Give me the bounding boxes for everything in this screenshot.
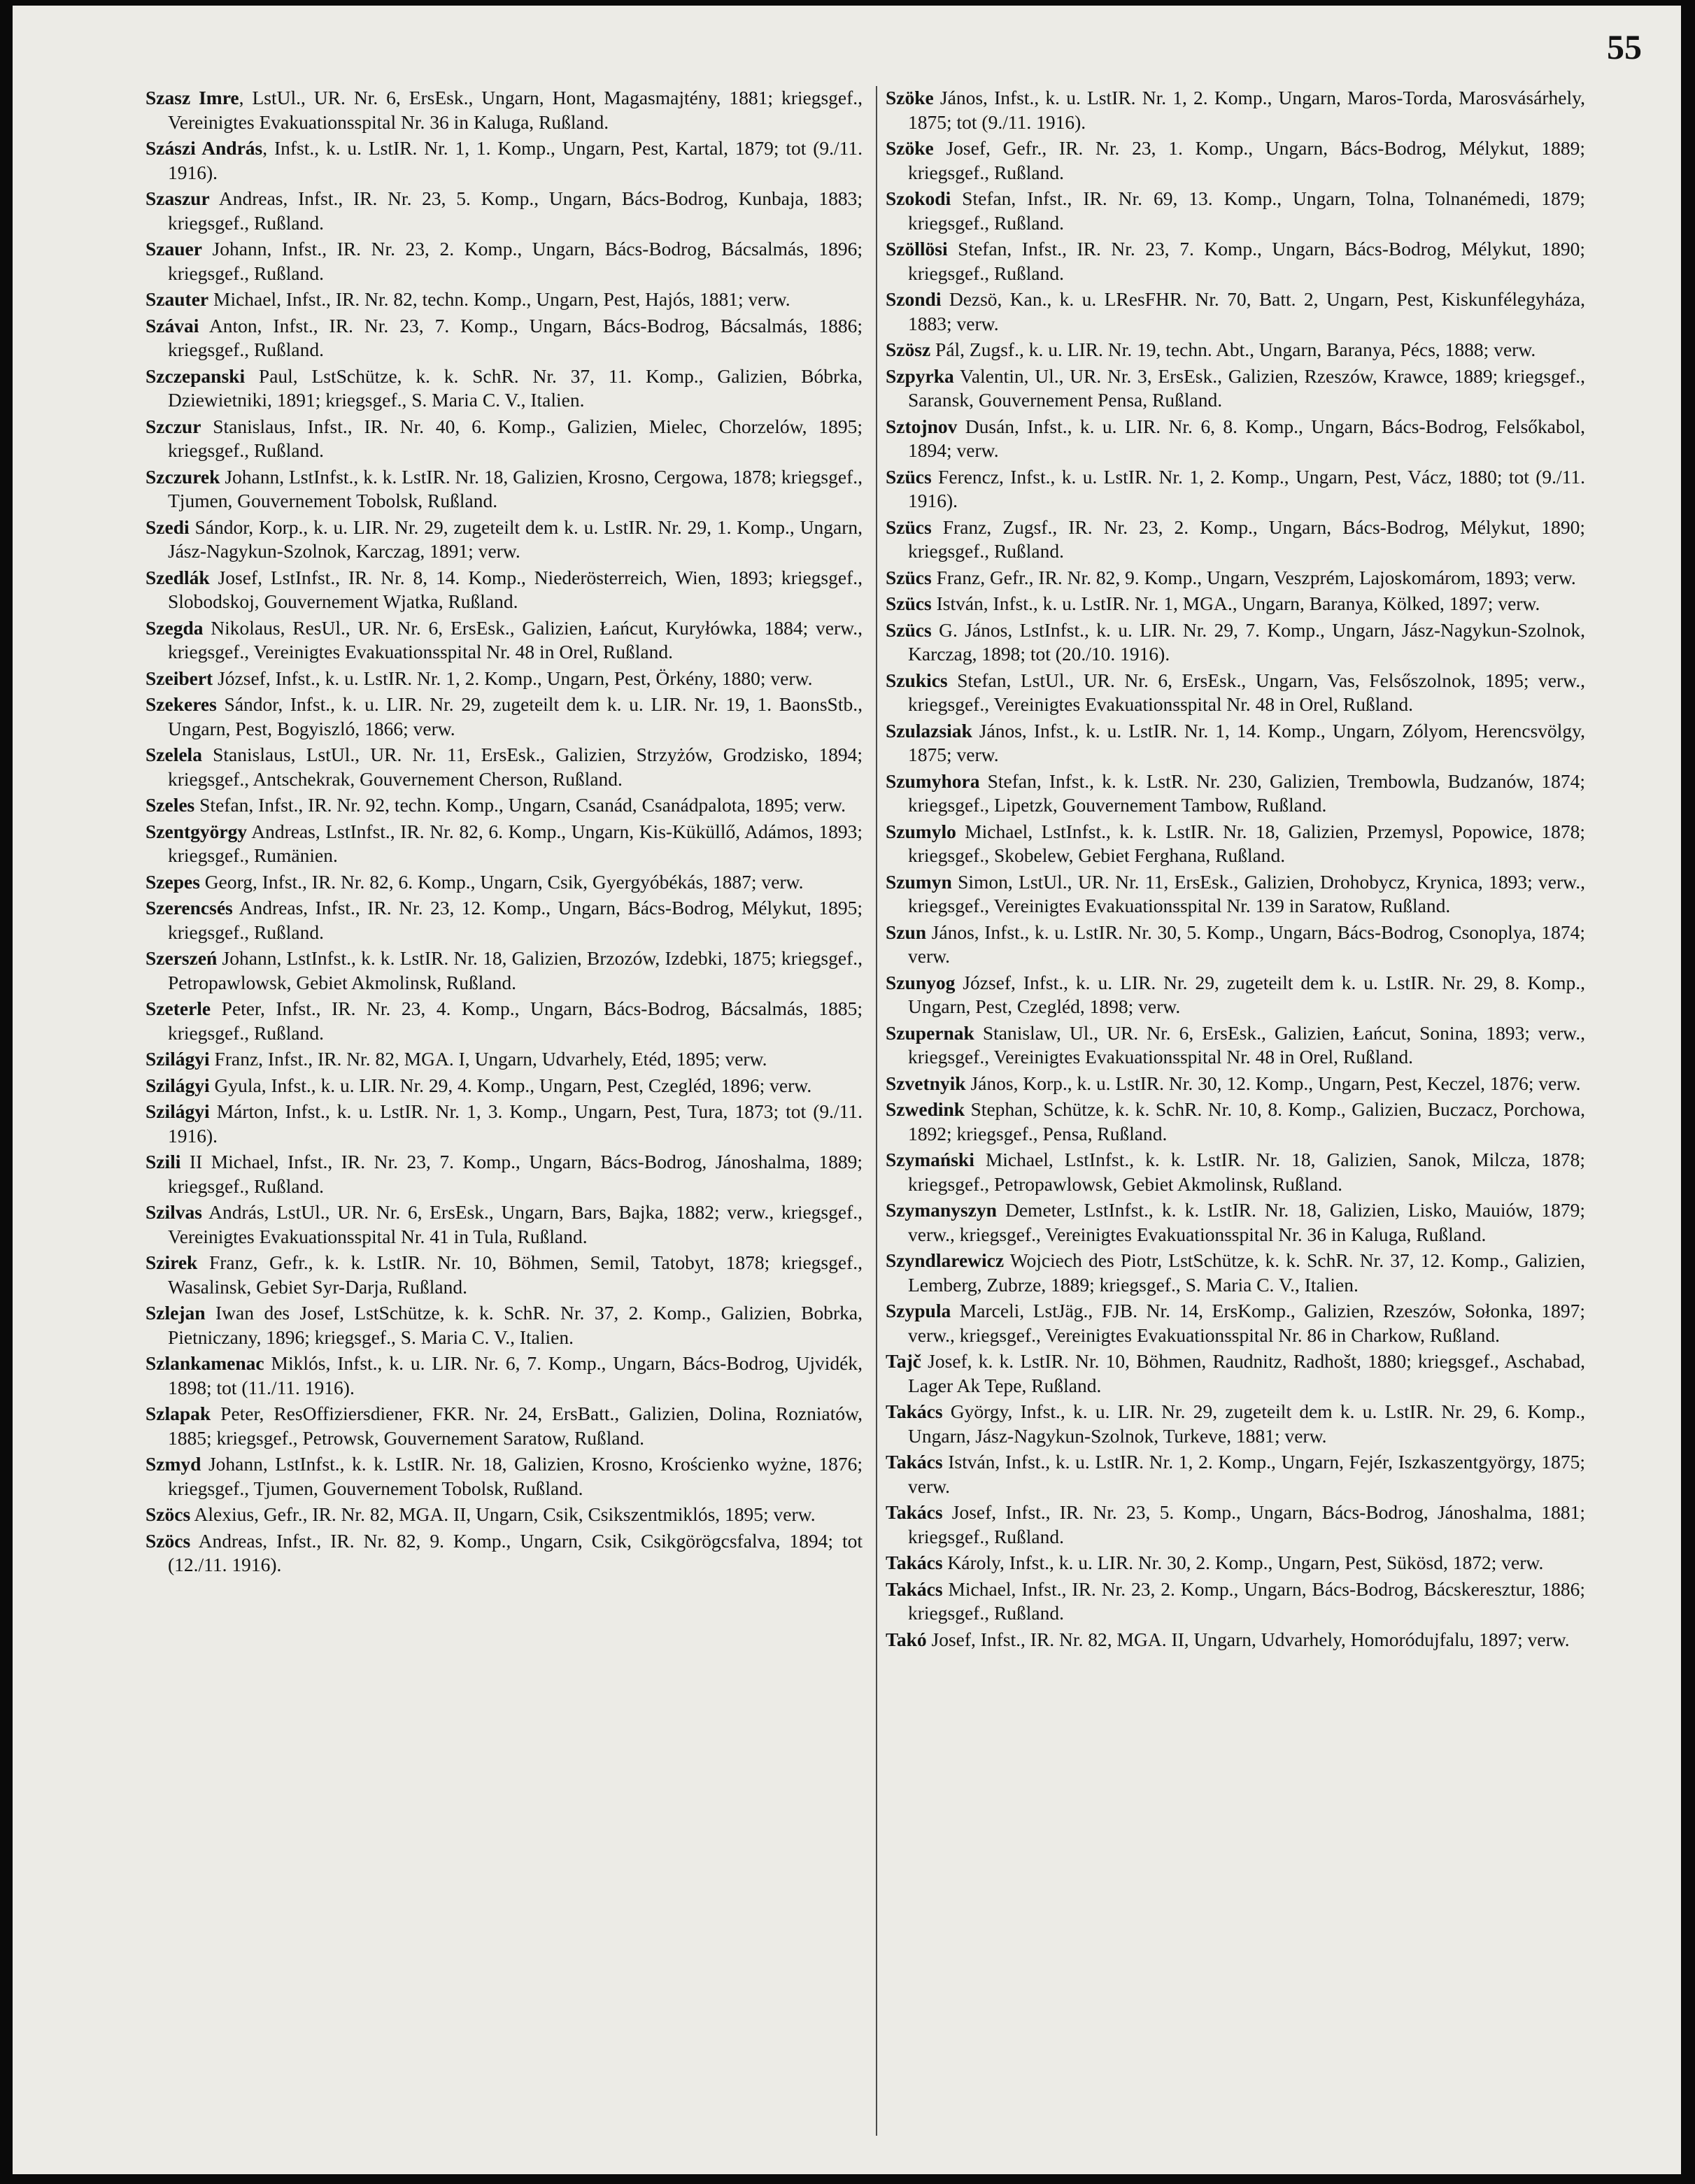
entry-surname: Szilágyi <box>146 1100 210 1122</box>
entry-surname: Szokodi <box>886 187 951 209</box>
register-entry <box>886 1400 1585 1448</box>
entry-details: Stanislaus, Infst., IR. Nr. 40, 6. Komp., Galizien, Mielec, Chorzelów, 1895; kriegsgef., Rußland. <box>168 415 863 461</box>
entry-details: Michael, LstInfst., k. k. LstIR. Nr. 18, Galizien, Przemysl, Popowice, 1878; kriegsgef., Skobelew, Gebiet Ferghana, Rußland. <box>908 820 1585 866</box>
entry-surname: Szücs <box>886 566 932 588</box>
entry-surname: Szegda <box>146 616 204 639</box>
entry-surname: Szymanyszyn <box>886 1199 997 1221</box>
register-entry <box>886 1299 1585 1347</box>
register-entry <box>146 1402 863 1450</box>
entry-details: Dezsö, Kan., k. u. LResFHR. Nr. 70, Batt. 2, Ungarn, Pest, Kiskunfélegyháza, 1883; verw. <box>908 288 1585 334</box>
entry-details: Franz, Infst., IR. Nr. 82, MGA. I, Ungarn, Udvarhely, Etéd, 1895; verw. <box>209 1048 767 1070</box>
entry-details: II Michael, Infst., IR. Nr. 23, 7. Komp., Ungarn, Bács-Bodrog, Jánoshalma, 1889; kriegsgef., Rußland. <box>168 1151 863 1197</box>
register-entry <box>146 1200 863 1249</box>
register-entry <box>146 1251 863 1299</box>
entry-surname: Takács <box>886 1501 943 1523</box>
register-entry <box>146 237 863 285</box>
register-entry <box>146 793 863 818</box>
entry-surname: Szilágyi <box>146 1048 210 1070</box>
entry-details: Dusán, Infst., k. u. LIR. Nr. 6, 8. Komp., Ungarn, Bács-Bodrog, Felsőkabol, 1894; verw. <box>908 415 1585 461</box>
register-entry <box>146 667 863 691</box>
entry-surname: Szászi András <box>146 137 263 159</box>
entry-surname: Szauter <box>146 288 209 310</box>
entry-surname: Takács <box>886 1451 943 1473</box>
register-entry <box>146 415 863 463</box>
register-entry <box>146 743 863 791</box>
register-entry <box>146 1047 863 1072</box>
entry-surname: Tajč <box>886 1350 921 1372</box>
entry-surname: Szauer <box>146 238 202 260</box>
register-entry <box>886 1450 1585 1498</box>
entry-surname: Szerszeń <box>146 947 218 969</box>
entry-details: Pál, Zugsf., k. u. LIR. Nr. 19, techn. Abt., Ungarn, Baranya, Pécs, 1888; verw. <box>930 339 1536 360</box>
entry-details: Stanislaus, LstUl., UR. Nr. 11, ErsEsk., Galizien, Strzyżów, Grodzisko, 1894; kriegsgef., Antschekrak, Gouvernement Cherson, Rußland. <box>168 744 863 790</box>
entry-details: Johann, LstInfst., k. k. LstIR. Nr. 18, Galizien, Krosno, Krościenko wyżne, 1876; kriegsgef., Tjumen, Gouvernement Tobolsk, Rußland. <box>168 1453 863 1499</box>
entry-details: Johann, LstInfst., k. k. LstIR. Nr. 18, Galizien, Brzozów, Izdebki, 1875; kriegsgef., Petropawlowsk, Gebiet Akmolinsk, Rußland. <box>168 947 863 993</box>
register-entry <box>886 770 1585 818</box>
register-entry <box>886 669 1585 717</box>
entry-surname: Szukics <box>886 669 948 691</box>
entry-surname: Szlejan <box>146 1302 206 1324</box>
entry-surname: Szilvas <box>146 1201 202 1223</box>
entry-details: Sándor, Korp., k. u. LIR. Nr. 29, zugeteilt dem k. u. LstIR. Nr. 29, 1. Komp., Ungarn, Jász-Nagykun-Szolnok, Karczag, 1891; verw. <box>168 516 863 562</box>
entry-surname: Szeles <box>146 794 195 816</box>
register-entry <box>146 1452 863 1501</box>
entry-details: Valentin, Ul., UR. Nr. 3, ErsEsk., Galizien, Rzeszów, Krawce, 1889; kriegsgef., Saransk, Gouvernement Pensa, Rußland. <box>908 364 1585 411</box>
entry-details: Michael, Infst., IR. Nr. 82, techn. Komp., Ungarn, Pest, Hajós, 1881; verw. <box>208 288 790 310</box>
entry-surname: Szmyd <box>146 1453 201 1475</box>
entry-details: Károly, Infst., k. u. LIR. Nr. 30, 2. Komp., Ungarn, Pest, Sükösd, 1872; verw. <box>942 1552 1544 1573</box>
entry-details: , Infst., k. u. LstIR. Nr. 1, 1. Komp., Ungarn, Pest, Kartal, 1879; tot (9./11. 1916). <box>168 137 863 183</box>
entry-details: József, Infst., k. u. LstIR. Nr. 1, 2. Komp., Ungarn, Pest, Örkény, 1880; verw. <box>213 667 813 689</box>
register-entry <box>886 1249 1585 1297</box>
entry-details: Peter, ResOffiziersdiener, FKR. Nr. 24, ErsBatt., Galizien, Dolina, Rozniatów, 1885; kriegsgef., Petrowsk, Gouvernement Saratow, Rußland. <box>168 1403 863 1449</box>
entry-surname: Szlankamenac <box>146 1352 264 1374</box>
register-entry <box>886 870 1585 919</box>
page-number: 55 <box>1607 27 1642 66</box>
entry-details: Michael, Infst., IR. Nr. 23, 2. Komp., Ungarn, Bács-Bodrog, Bácskeresztur, 1886; kriegsgef., Rußland. <box>908 1577 1585 1624</box>
entry-surname: Szücs <box>886 516 932 538</box>
entry-surname: Szücs <box>886 593 932 614</box>
register-entry <box>886 1349 1585 1398</box>
entry-surname: Szwedink <box>886 1098 965 1120</box>
entry-details: Andreas, LstInfst., IR. Nr. 82, 6. Komp., Ungarn, Kis-Küküllő, Adámos, 1893; kriegsgef., Rumänien. <box>168 820 863 866</box>
entry-surname: Szöllösi <box>886 238 948 260</box>
entry-surname: Szunyog <box>886 971 956 993</box>
register-entry <box>886 566 1585 590</box>
entry-details: Franz, Gefr., k. k. LstIR. Nr. 10, Böhmen, Semil, Tatobyt, 1878; kriegsgef., Wasalinsk, Gebiet Syr-Darja, Rußland. <box>168 1251 863 1298</box>
entry-details: Wojciech des Piotr, LstSchütze, k. k. SchR. Nr. 37, 12. Komp., Galizien, Lemberg, Zubrze, 1889; kriegsgef., S. Maria C. V., Italien. <box>908 1249 1585 1296</box>
register-entry <box>146 1503 863 1527</box>
entry-details: Johann, LstInfst., k. k. LstIR. Nr. 18, Galizien, Krosno, Cergowa, 1878; kriegsgef., Tjumen, Gouvernement Tobolsk, Rußland. <box>168 465 863 511</box>
register-entry <box>886 86 1585 134</box>
entry-surname: Szaszur <box>146 187 210 209</box>
entry-surname: Takó <box>886 1628 927 1650</box>
entry-details: János, Infst., k. u. LstIR. Nr. 1, 14. Komp., Ungarn, Zólyom, Herencsvölgy, 1875; verw. <box>908 719 1585 765</box>
register-entry <box>886 1148 1585 1196</box>
entry-details: Peter, Infst., IR. Nr. 23, 4. Komp., Ungarn, Bács-Bodrog, Bácsalmás, 1885; kriegsgef., Rußland. <box>168 998 863 1044</box>
entry-details: Stefan, Infst., IR. Nr. 92, techn. Komp., Ungarn, Csanád, Csanádpalota, 1895; verw. <box>194 794 846 816</box>
register-entry <box>146 86 863 134</box>
register-entry <box>886 1098 1585 1146</box>
entry-details: Andreas, Infst., IR. Nr. 82, 9. Komp., Ungarn, Csik, Csikgörögcsfalva, 1894; tot (12./11. 1916). <box>168 1529 863 1575</box>
entry-details: Andreas, Infst., IR. Nr. 23, 5. Komp., Ungarn, Bács-Bodrog, Kunbaja, 1883; kriegsgef., Rußland. <box>168 187 863 234</box>
register-entry <box>146 136 863 185</box>
entry-details: Franz, Gefr., IR. Nr. 82, 9. Komp., Ungarn, Veszprém, Lajoskomárom, 1893; verw. <box>931 566 1576 588</box>
register-entry <box>886 288 1585 336</box>
entry-surname: Szirek <box>146 1251 198 1273</box>
register-entry <box>886 516 1585 564</box>
register-entry <box>886 921 1585 969</box>
entry-surname: Szepes <box>146 870 200 893</box>
register-entry <box>886 1501 1585 1549</box>
entry-surname: Szöke <box>886 87 934 108</box>
entry-details: Simon, LstUl., UR. Nr. 11, ErsEsk., Galizien, Drohobycz, Krynica, 1893; verw., kriegsgef., Vereinigtes Evakuationsspital Nr. 139 in Saratow, Rußland. <box>908 870 1585 916</box>
register-entry <box>886 618 1585 667</box>
entry-details: Georg, Infst., IR. Nr. 82, 6. Komp., Ungarn, Csik, Gyergyóbékás, 1887; verw. <box>199 870 804 893</box>
register-entry <box>146 465 863 513</box>
entry-surname: Szlapak <box>146 1403 211 1424</box>
entry-surname: Szedlák <box>146 566 210 588</box>
entry-surname: Szumylo <box>886 820 956 842</box>
entry-details: János, Infst., k. u. LstIR. Nr. 1, 2. Komp., Ungarn, Maros-Torda, Marosvásárhely, 1875; tot (9./11. 1916). <box>908 87 1585 133</box>
register-entry <box>146 1352 863 1400</box>
entry-surname: Szpyrka <box>886 364 954 387</box>
entry-surname: Szupernak <box>886 1021 974 1044</box>
register-entry <box>146 693 863 741</box>
entry-surname: Szyndlarewicz <box>886 1249 1005 1271</box>
entry-details: Andreas, Infst., IR. Nr. 23, 12. Komp., Ungarn, Bács-Bodrog, Mélykut, 1895; kriegsgef., Rußland. <box>168 897 863 943</box>
entry-surname: Sztojnov <box>886 415 958 437</box>
entry-surname: Szücs <box>886 465 932 488</box>
entry-details: Stephan, Schütze, k. k. SchR. Nr. 10, 8. Komp., Galizien, Buczacz, Porchowa, 1892; kriegsgef., Pensa, Rußland. <box>908 1098 1585 1144</box>
entry-surname: Szösz <box>886 339 931 360</box>
register-entry <box>886 415 1585 463</box>
entry-surname: Szilágyi <box>146 1074 210 1096</box>
register-entry <box>886 820 1585 868</box>
entry-details: Sándor, Infst., k. u. LIR. Nr. 29, zugeteilt dem k. u. LIR. Nr. 19, 1. BaonsStb., Ungarn, Pest, Bogyiszló, 1866; verw. <box>168 693 863 739</box>
entry-surname: Szczur <box>146 415 201 437</box>
register-entry <box>146 187 863 235</box>
entry-surname: Szentgyörgy <box>146 820 248 842</box>
register-entry <box>146 820 863 868</box>
register-entry <box>146 516 863 564</box>
register-entry <box>886 971 1585 1019</box>
entry-surname: Szulazsiak <box>886 719 972 742</box>
register-entry <box>146 1529 863 1577</box>
entry-details: Marceli, LstJäg., FJB. Nr. 14, ErsKomp., Galizien, Rzeszów, Sołonka, 1897; verw., kriegsgef., Vereinigtes Evakuationsspital Nr. 86 in Charkow, Rußland. <box>908 1300 1585 1346</box>
entry-surname: Szvetnyik <box>886 1072 966 1094</box>
register-entry <box>146 314 863 362</box>
entry-surname: Szekeres <box>146 693 217 715</box>
entry-details: István, Infst., k. u. LstIR. Nr. 1, 2. Komp., Ungarn, Fejér, Iszkaszentgyörgy, 1875; verw. <box>908 1451 1585 1497</box>
register-entry <box>886 592 1585 616</box>
entry-details: Josef, Infst., IR. Nr. 82, MGA. II, Ungarn, Udvarhely, Homoródujfalu, 1897; verw. <box>926 1628 1570 1650</box>
entry-surname: Szili <box>146 1151 181 1172</box>
entry-surname: Takács <box>886 1401 943 1422</box>
register-entry <box>146 1100 863 1148</box>
register-entry <box>886 1551 1585 1575</box>
entry-details: Franz, Zugsf., IR. Nr. 23, 2. Komp., Ungarn, Bács-Bodrog, Mélykut, 1890; kriegsgef., Rußland. <box>908 516 1585 562</box>
register-entry <box>146 616 863 665</box>
register-entry <box>886 719 1585 767</box>
entry-details: G. János, LstInfst., k. u. LIR. Nr. 29, 7. Komp., Ungarn, Jász-Nagykun-Szolnok, Karczag, 1898; tot (20./10. 1916). <box>908 618 1585 665</box>
entry-surname: Szun <box>886 921 927 943</box>
register-entry <box>886 1628 1585 1652</box>
entry-details: Miklós, Infst., k. u. LIR. Nr. 6, 7. Komp., Ungarn, Bács-Bodrog, Ujvidék, 1898; tot (11./11. 1916). <box>168 1352 863 1398</box>
entry-details: György, Infst., k. u. LIR. Nr. 29, zugeteilt dem k. u. LstIR. Nr. 29, 6. Komp., Ungarn, Jász-Nagykun-Szolnok, Turkeve, 1881; verw. <box>908 1401 1585 1447</box>
document-page <box>13 6 1681 2174</box>
entry-surname: Szczurek <box>146 465 220 488</box>
entry-details: Josef, Gefr., IR. Nr. 23, 1. Komp., Ungarn, Bács-Bodrog, Mélykut, 1889; kriegsgef., Rußland. <box>908 137 1585 183</box>
entry-surname: Szczepanski <box>146 364 246 387</box>
register-entry <box>146 1150 863 1198</box>
entry-surname: Szypula <box>886 1300 951 1321</box>
register-entry <box>886 364 1585 413</box>
entry-details: Gyula, Infst., k. u. LIR. Nr. 29, 4. Komp., Ungarn, Pest, Czegléd, 1896; verw. <box>209 1074 812 1096</box>
entry-details: Josef, LstInfst., IR. Nr. 8, 14. Komp., Niederösterreich, Wien, 1893; kriegsgef., Slobodskoj, Gouvernement Wjatka, Rußland. <box>168 566 863 612</box>
register-entry <box>886 237 1585 285</box>
entry-surname: Szumyhora <box>886 770 980 792</box>
entry-surname: Szeibert <box>146 667 213 689</box>
entry-surname: Szücs <box>886 618 932 641</box>
entry-details: András, LstUl., UR. Nr. 6, ErsEsk., Ungarn, Bars, Bajka, 1882; verw., kriegsgef., Vereinigtes Evakuationsspital Nr. 41 in Tula, Rußland. <box>168 1201 863 1247</box>
register-entry <box>146 896 863 944</box>
entry-details: János, Korp., k. u. LstIR. Nr. 30, 12. Komp., Ungarn, Pest, Keczel, 1876; verw. <box>965 1072 1581 1094</box>
left-column <box>146 86 863 2136</box>
entry-details: Iwan des Josef, LstSchütze, k. k. SchR. Nr. 37, 2. Komp., Galizien, Bobrka, Pietniczany, 1896; kriegsgef., S. Maria C. V., Italien. <box>168 1302 863 1348</box>
entry-surname: Szávai <box>146 314 199 336</box>
entry-details: Johann, Infst., IR. Nr. 23, 2. Komp., Ungarn, Bács-Bodrog, Bácsalmás, 1896; kriegsgef., Rußland. <box>168 238 863 284</box>
register-entry <box>146 1301 863 1349</box>
entry-surname: Szöcs <box>146 1503 191 1525</box>
entry-details: József, Infst., k. u. LIR. Nr. 29, zugeteilt dem k. u. LstIR. Nr. 29, 8. Komp., Ungarn, Pest, Czegléd, 1898; verw. <box>908 971 1585 1017</box>
entry-details: Stefan, LstUl., UR. Nr. 6, ErsEsk., Ungarn, Vas, Felsőszolnok, 1895; verw., kriegsgef., Vereinigtes Evakuationsspital Nr. 48 in Orel, Rußland. <box>908 669 1585 715</box>
register-entry <box>146 997 863 1045</box>
entry-details: Josef, k. k. LstIR. Nr. 10, Böhmen, Raudnitz, Radhošt, 1880; kriegsgef., Aschabad, Lager Ak Tepe, Rußland. <box>908 1350 1585 1396</box>
entry-details: Ferencz, Infst., k. u. LstIR. Nr. 1, 2. Komp., Ungarn, Pest, Vácz, 1880; tot (9./11. 1916). <box>908 465 1585 511</box>
register-entry <box>886 338 1585 362</box>
entry-details: János, Infst., k. u. LstIR. Nr. 30, 5. Komp., Ungarn, Bács-Bodrog, Csonoplya, 1874; verw. <box>908 921 1585 967</box>
register-entry <box>886 136 1585 185</box>
entry-surname: Takács <box>886 1577 943 1600</box>
entry-details: Stefan, Infst., IR. Nr. 23, 7. Komp., Ungarn, Bács-Bodrog, Mélykut, 1890; kriegsgef., Rußland. <box>908 238 1585 284</box>
entry-details: Demeter, LstInfst., k. k. LstIR. Nr. 18, Galizien, Lisko, Mauiów, 1879; verw., kriegsgef., Vereinigtes Evakuationsspital Nr. 36 in Kaluga, Rußland. <box>908 1199 1585 1245</box>
register-entry <box>886 465 1585 513</box>
entry-details: Stanislaw, Ul., UR. Nr. 6, ErsEsk., Galizien, Łańcut, Sonina, 1893; verw., kriegsgef., Vereinigtes Evakuationsspital Nr. 48 in Orel, Rußland. <box>908 1021 1585 1068</box>
register-entry <box>886 1577 1585 1626</box>
entry-surname: Szeterle <box>146 998 211 1019</box>
entry-details: Alexius, Gefr., IR. Nr. 82, MGA. II, Ungarn, Csik, Csikszentmiklós, 1895; verw. <box>190 1503 816 1525</box>
entry-surname: Szumyn <box>886 870 952 893</box>
entry-surname: Szondi <box>886 288 942 310</box>
entry-surname: Szedi <box>146 516 190 538</box>
register-entry <box>886 1021 1585 1070</box>
register-entry <box>146 946 863 995</box>
right-column <box>886 86 1585 2136</box>
entry-surname: Szelela <box>146 744 202 765</box>
entry-details: Josef, Infst., IR. Nr. 23, 5. Komp., Ungarn, Bács-Bodrog, Jánoshalma, 1881; kriegsgef., Rußland. <box>908 1501 1585 1547</box>
register-entry <box>146 288 863 312</box>
entry-surname: Takács <box>886 1552 943 1573</box>
entry-details: István, Infst., k. u. LstIR. Nr. 1, MGA., Ungarn, Baranya, Kölked, 1897; verw. <box>931 593 1540 614</box>
register-entry <box>146 870 863 895</box>
entry-details: Michael, LstInfst., k. k. LstIR. Nr. 18, Galizien, Sanok, Milcza, 1878; kriegsgef., Petropawlowsk, Gebiet Akmolinsk, Rußland. <box>908 1149 1585 1195</box>
entry-surname: Szöcs <box>146 1529 191 1552</box>
register-entry <box>886 187 1585 235</box>
entry-surname: Szerencsés <box>146 897 233 919</box>
register-entry <box>146 1074 863 1098</box>
entry-details: Márton, Infst., k. u. LstIR. Nr. 1, 3. Komp., Ungarn, Pest, Tura, 1873; tot (9./11. 1916). <box>168 1100 863 1147</box>
entry-details: , LstUl., UR. Nr. 6, ErsEsk., Ungarn, Hont, Magasmajtény, 1881; kriegsgef., Vereinigtes Evakuationsspital Nr. 36 in Kaluga, Rußland. <box>168 87 863 133</box>
entry-details: Paul, LstSchütze, k. k. SchR. Nr. 37, 11. Komp., Galizien, Bóbrka, Dziewietniki, 1891; kriegsgef., S. Maria C. V., Italien. <box>168 364 863 411</box>
column-divider <box>876 86 877 2136</box>
entry-details: Stefan, Infst., IR. Nr. 69, 13. Komp., Ungarn, Tolna, Tolnanémedi, 1879; kriegsgef., Rußland. <box>908 187 1585 234</box>
entry-details: Nikolaus, ResUl., UR. Nr. 6, ErsEsk., Galizien, Łańcut, Kuryłówka, 1884; verw., kriegsgef., Vereinigtes Evakuationsspital Nr. 48 in Orel, Rußland. <box>168 616 863 662</box>
register-entry <box>146 364 863 413</box>
entry-surname: Szasz Imre <box>146 87 239 108</box>
register-entry <box>886 1072 1585 1096</box>
entry-surname: Szöke <box>886 137 934 159</box>
entry-details: Anton, Infst., IR. Nr. 23, 7. Komp., Ungarn, Bács-Bodrog, Bácsalmás, 1886; kriegsgef., Rußland. <box>168 314 863 360</box>
register-entry <box>886 1198 1585 1247</box>
entry-details: Stefan, Infst., k. k. LstR. Nr. 230, Galizien, Trembowla, Budzanów, 1874; kriegsgef., Lipetzk, Gouvernement Tambow, Rußland. <box>908 770 1585 816</box>
entry-surname: Szymański <box>886 1149 974 1170</box>
register-entry <box>146 566 863 614</box>
